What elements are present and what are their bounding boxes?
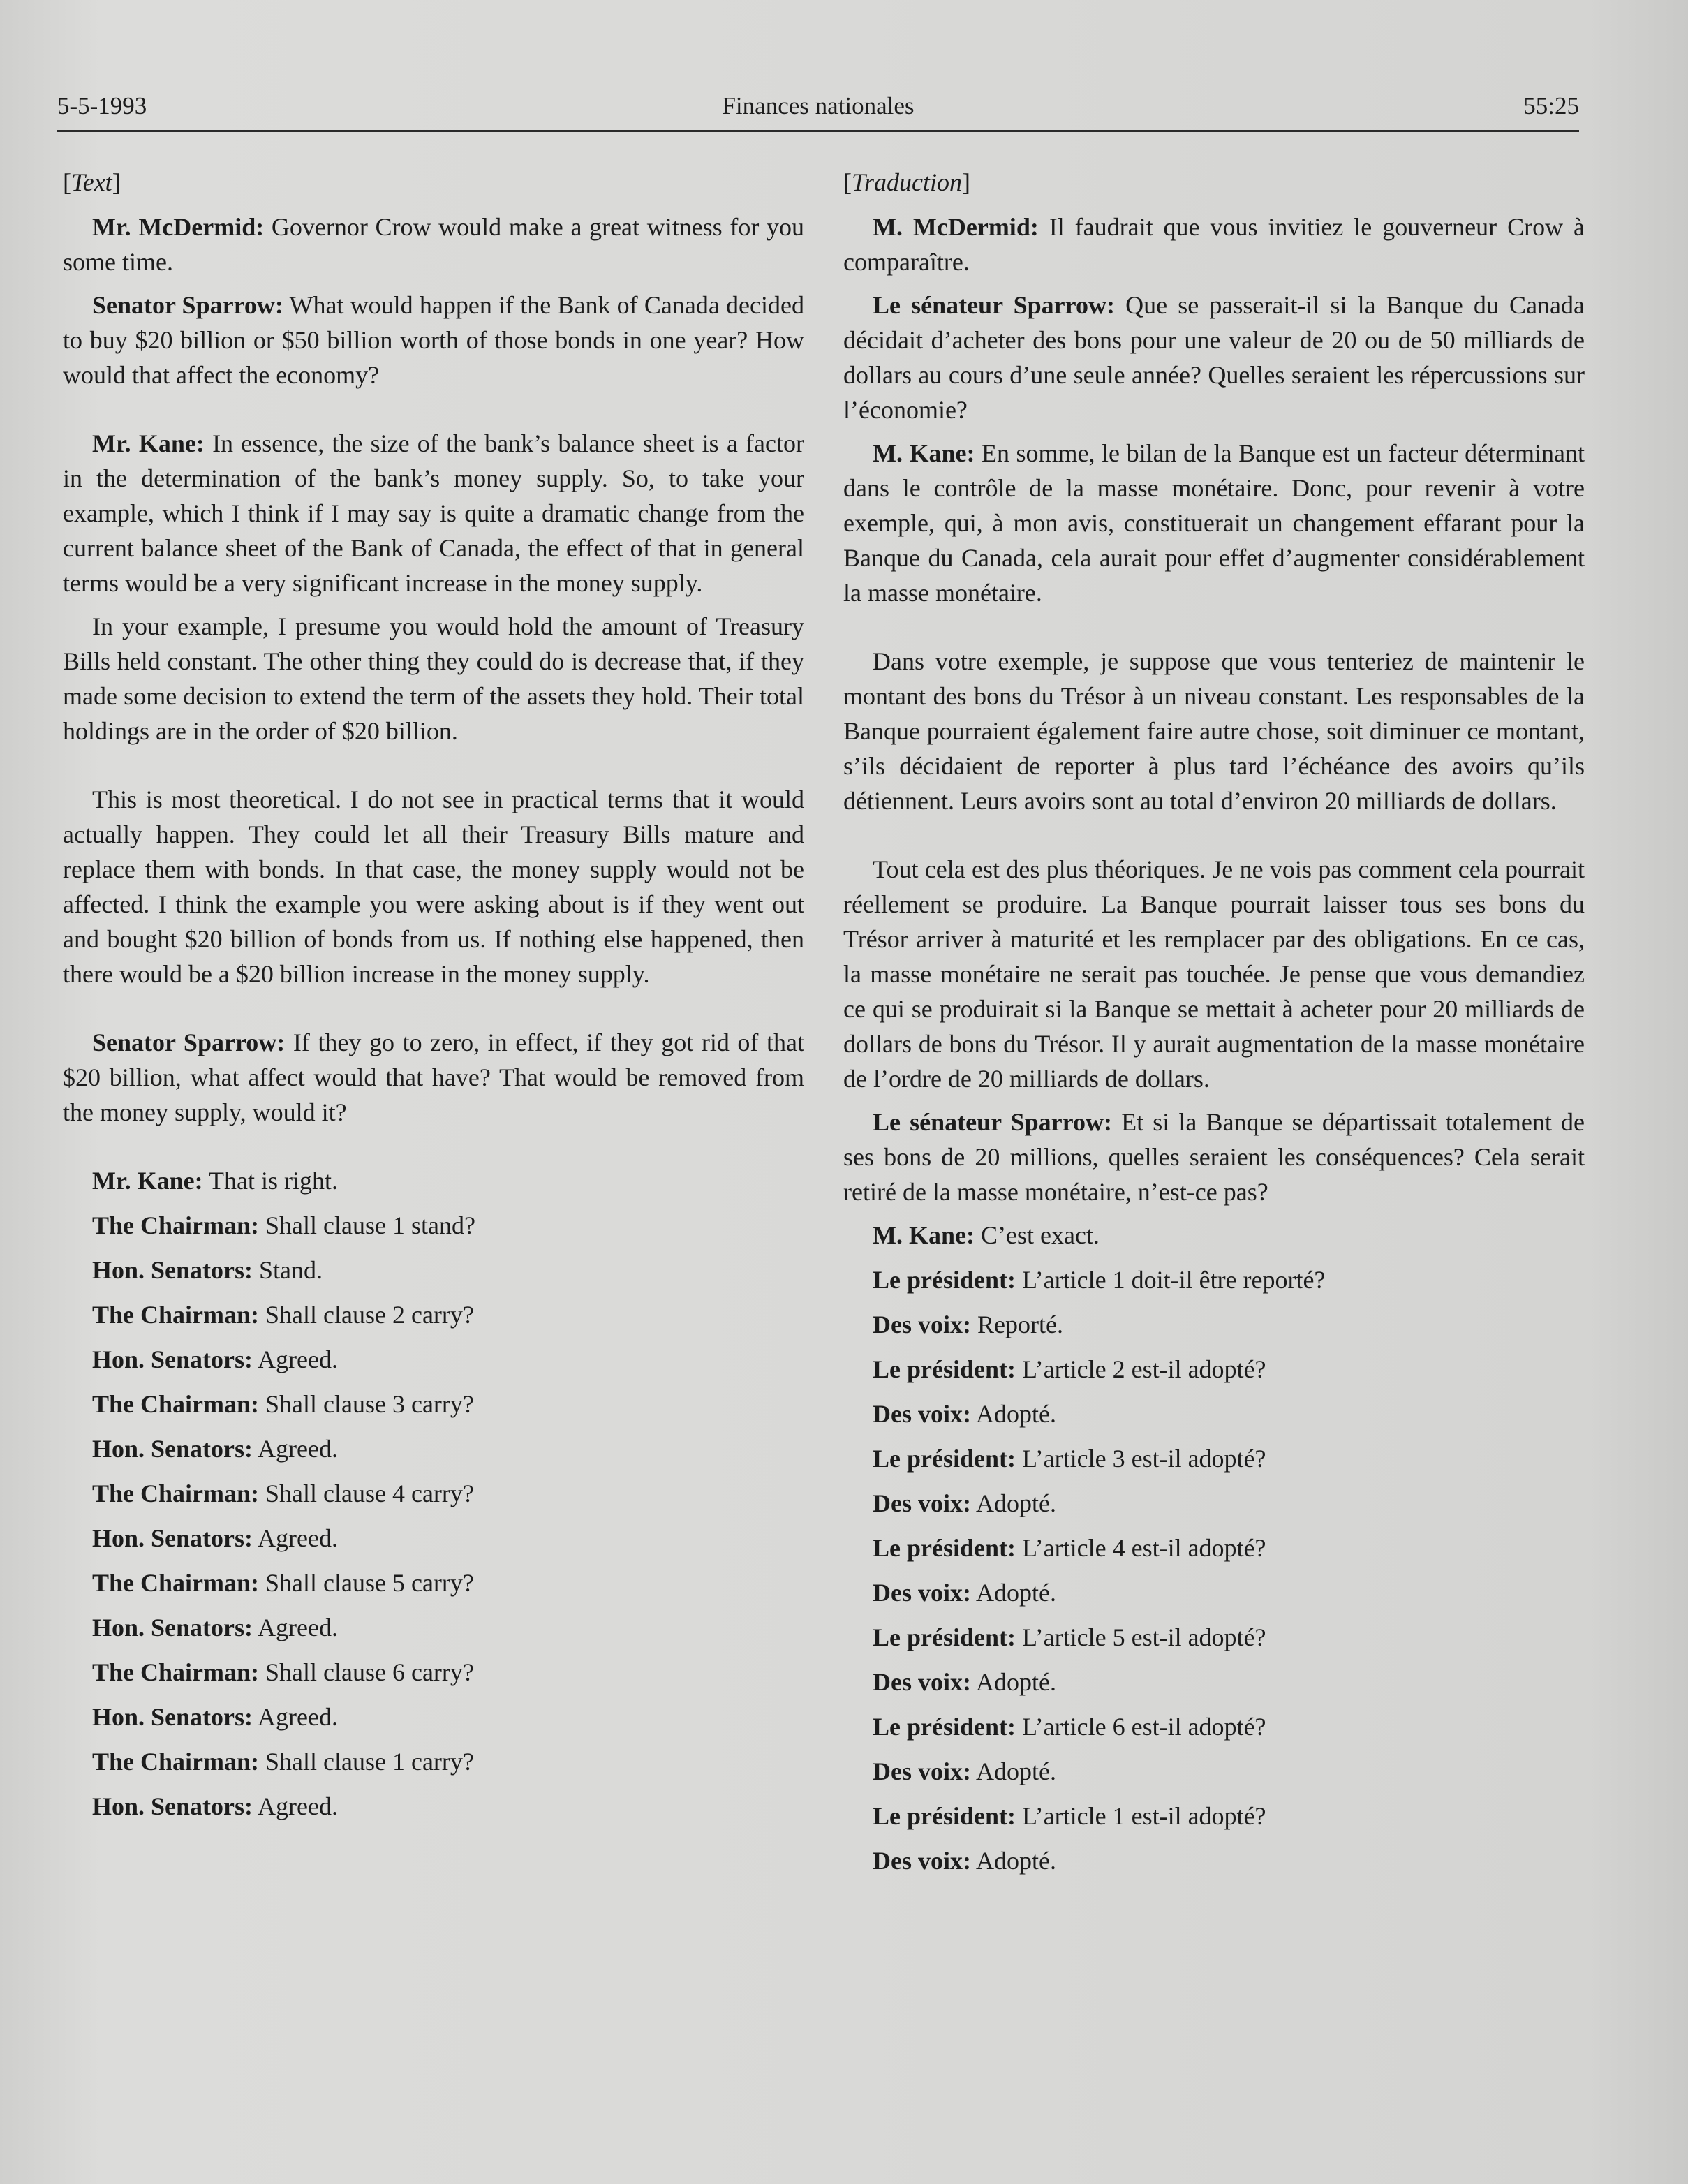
speaker-name: M. Kane: [873, 439, 975, 467]
transcript-paragraph [843, 1307, 1585, 1342]
speaker-name: Des voix: [873, 1400, 971, 1428]
speech-text: In your example, I presume you would hold the amount of Treasury Bills held constant. The other thing they could do is decrease that, if they made some decision to extend the term of the assets they hold. Their total holdings are in the order of $20 billion. [63, 612, 804, 745]
speech-text: Agreed. [253, 1614, 338, 1641]
english-column [63, 165, 804, 1833]
speech-text: Agreed. [253, 1703, 338, 1731]
transcript-paragraph [63, 1789, 804, 1824]
right-language-tag-text: Traduction [852, 168, 963, 196]
transcript-paragraph [843, 644, 1585, 818]
speaker-name: Le président: [873, 1355, 1016, 1383]
transcript-paragraph [63, 1744, 804, 1779]
transcript-paragraph [63, 1297, 804, 1332]
transcript-paragraph [843, 1575, 1585, 1610]
speech-text: L’article 1 doit-il être reporté? [1015, 1266, 1326, 1294]
speaker-name: Le président: [873, 1266, 1016, 1294]
speaker-name: Des voix: [873, 1757, 971, 1785]
speech-text: Adopté. [970, 1400, 1056, 1428]
speech-text: L’article 4 est-il adopté? [1015, 1534, 1266, 1562]
speaker-name: Des voix: [873, 1311, 971, 1338]
running-header [57, 87, 1579, 132]
transcript-paragraph [843, 1620, 1585, 1655]
speech-text: Agreed. [253, 1524, 338, 1552]
speech-text: Adopté. [970, 1668, 1056, 1696]
speech-text: L’article 5 est-il adopté? [1015, 1623, 1266, 1651]
transcript-paragraph [843, 1262, 1585, 1297]
speaker-name: Hon. Senators: [92, 1703, 253, 1731]
speaker-name: Le président: [873, 1713, 1016, 1741]
speech-text: L’article 1 est-il adopté? [1015, 1802, 1266, 1830]
speech-text: Dans votre exemple, je suppose que vous tenteriez de maintenir le montant des bons du Trésor à un niveau constant. Les responsables de la Banque pourraient également faire autre chose, soit diminuer ce montant, s’ils décidaient de reporter à plus tard l’échéance des avoirs qu’ils détiennent. Leurs avoirs sont au total d’environ 20 milliards de dollars. [843, 647, 1585, 815]
speech-text: In essence, the size of the bank’s balance sheet is a factor in the determination of the bank’s money supply. So, to take your example, which I think if I may say is quite a dramatic change from the current balance sheet of the Bank of Canada, the effect of that in general terms would be a very significant increase in the money supply. [63, 429, 804, 597]
speech-text: Reporté. [970, 1311, 1063, 1338]
header-title: Finances nationales [722, 92, 915, 119]
transcript-paragraph [63, 426, 804, 600]
header-page-number: 55:25 [1523, 92, 1579, 119]
speech-text: Que se passerait-il si la Banque du Canada décidait d’acheter des bons pour une valeur de 20 ou de 50 milliards de dollars au cours d’une seule année? Quelles seraient les répercussions sur l’économie? [843, 291, 1585, 424]
speaker-name: The Chairman: [92, 1748, 260, 1776]
speech-text: Shall clause 3 carry? [259, 1390, 474, 1418]
speaker-name: Le président: [873, 1534, 1016, 1562]
transcript-paragraph [63, 1476, 804, 1511]
speech-text: Adopté. [970, 1757, 1056, 1785]
transcript-paragraph [63, 1253, 804, 1287]
speech-text: Shall clause 1 stand? [259, 1211, 475, 1239]
speech-text: If they go to zero, in effect, if they got rid of that $20 billion, what affect would that have? That would be removed from the money supply, would it? [63, 1028, 804, 1126]
transcript-paragraph [63, 1387, 804, 1422]
speaker-name: Hon. Senators: [92, 1435, 253, 1463]
transcript-paragraph [63, 288, 804, 392]
french-column [843, 165, 1585, 1888]
transcript-paragraph [63, 1610, 804, 1645]
speaker-name: Le président: [873, 1623, 1016, 1651]
speech-text: Adopté. [970, 1489, 1056, 1517]
transcript-paragraph [63, 609, 804, 748]
transcript-paragraph [63, 209, 804, 279]
speech-text: Agreed. [253, 1792, 338, 1820]
transcript-paragraph [843, 1218, 1585, 1253]
transcript-paragraph [843, 1441, 1585, 1476]
transcript-paragraph [843, 1486, 1585, 1521]
speech-text: L’article 6 est-il adopté? [1015, 1713, 1266, 1741]
speech-text: Shall clause 2 carry? [259, 1301, 474, 1329]
speaker-name: The Chairman: [92, 1569, 260, 1597]
speaker-name: The Chairman: [92, 1480, 260, 1507]
speech-text: What would happen if the Bank of Canada decided to buy $20 billion or $50 billion worth of those bonds in one year? How would that affect the economy? [63, 291, 804, 389]
transcript-paragraph [843, 1396, 1585, 1431]
speaker-name: M. Kane: [873, 1221, 975, 1249]
speech-text: Shall clause 1 carry? [259, 1748, 474, 1776]
speech-text: Il faudrait que vous invitiez le gouverneur Crow à comparaître. [843, 213, 1585, 276]
transcript-paragraph [843, 288, 1585, 427]
speaker-name: Des voix: [873, 1668, 971, 1696]
speaker-name: Hon. Senators: [92, 1792, 253, 1820]
speaker-name: Hon. Senators: [92, 1614, 253, 1641]
speaker-name: Hon. Senators: [92, 1256, 253, 1284]
transcript-paragraph [63, 1521, 804, 1556]
left-language-tag: [Text] [63, 168, 121, 196]
speaker-name: Le président: [873, 1445, 1016, 1473]
speech-text: L’article 3 est-il adopté? [1015, 1445, 1266, 1473]
transcript-paragraph [63, 1025, 804, 1130]
transcript-paragraph [843, 1352, 1585, 1387]
speech-text: Adopté. [970, 1579, 1056, 1607]
transcript-paragraph [843, 1530, 1585, 1565]
speaker-name: Le sénateur Sparrow: [873, 1108, 1112, 1136]
transcript-paragraph [63, 782, 804, 991]
speech-text: Shall clause 5 carry? [259, 1569, 474, 1597]
speech-text: Tout cela est des plus théoriques. Je ne vois pas comment cela pourrait réellement se produire. La Banque pourrait laisser tous ses bons du Trésor arriver à maturité et les remplacer par des obligations. En ce cas, la masse monétaire ne serait pas touchée. Je pense que vous demandiez ce qui se produirait si la Banque se mettait à acheter pour 20 milliards de dollars de bons du Trésor. Il y aurait augmentation de la masse monétaire de l’ordre de 20 milliards de dollars. [843, 855, 1585, 1093]
speaker-name: Des voix: [873, 1847, 971, 1875]
speech-text: En somme, le bilan de la Banque est un facteur déterminant dans le contrôle de la masse monétaire. Donc, pour revenir à votre exemple, qui, à mon avis, constituerait un changement effarant pour la Banque du Canada, cela aurait pour effet d’augmenter considérablement la masse monétaire. [843, 439, 1585, 607]
transcript-paragraph [843, 436, 1585, 610]
header-date: 5-5-1993 [57, 92, 147, 119]
speaker-name: Le sénateur Sparrow: [873, 291, 1115, 319]
speaker-name: The Chairman: [92, 1658, 260, 1686]
speaker-name: Le président: [873, 1802, 1016, 1830]
speaker-name: Hon. Senators: [92, 1524, 253, 1552]
speech-text: Agreed. [253, 1345, 338, 1373]
speaker-name: The Chairman: [92, 1390, 260, 1418]
speech-text: Shall clause 4 carry? [259, 1480, 474, 1507]
speaker-name: Mr. Kane: [92, 429, 205, 457]
left-language-tag-text: Text [71, 168, 112, 196]
speech-text: C’est exact. [974, 1221, 1100, 1249]
speaker-name: The Chairman: [92, 1211, 260, 1239]
speaker-name: Senator Sparrow: [92, 1028, 286, 1056]
speaker-name: The Chairman: [92, 1301, 260, 1329]
transcript-paragraph [63, 1565, 804, 1600]
speaker-name: Des voix: [873, 1489, 971, 1517]
transcript-paragraph [843, 1709, 1585, 1744]
transcript-paragraph [843, 1799, 1585, 1833]
speech-text: Adopté. [970, 1847, 1056, 1875]
transcript-paragraph [63, 1655, 804, 1690]
transcript-paragraph [843, 1105, 1585, 1209]
speaker-name: Mr. Kane: [92, 1167, 203, 1195]
speaker-name: Mr. McDermid: [92, 213, 265, 241]
transcript-paragraph [63, 1342, 804, 1377]
speech-text: L’article 2 est-il adopté? [1015, 1355, 1266, 1383]
right-language-tag: [Traduction] [843, 168, 971, 196]
speech-text: Et si la Banque se départissait totalement de ses bons de 20 millions, quelles seraient les conséquences? Cela serait retiré de la masse monétaire, n’est-ce pas? [843, 1108, 1585, 1206]
transcript-paragraph [843, 209, 1585, 279]
speech-text: Agreed. [253, 1435, 338, 1463]
transcript-paragraph [63, 1163, 804, 1198]
transcript-paragraph [843, 1754, 1585, 1789]
speech-text: Governor Crow would make a great witness for you some time. [63, 213, 804, 276]
speech-text: Shall clause 6 carry? [259, 1658, 474, 1686]
speaker-name: M. McDermid: [873, 213, 1039, 241]
transcript-paragraph [63, 1431, 804, 1466]
speech-text: Stand. [253, 1256, 323, 1284]
transcript-paragraph [843, 1665, 1585, 1699]
transcript-paragraph [843, 1843, 1585, 1878]
speaker-name: Hon. Senators: [92, 1345, 253, 1373]
speaker-name: Des voix: [873, 1579, 971, 1607]
transcript-paragraph [63, 1208, 804, 1243]
transcript-paragraph [63, 1699, 804, 1734]
speaker-name: Senator Sparrow: [92, 291, 283, 319]
transcript-paragraph [843, 852, 1585, 1096]
speech-text: This is most theoretical. I do not see in practical terms that it would actually happen. They could let all their Treasury Bills mature and replace them with bonds. In that case, the money supply would not be affected. I think the example you were asking about is if they went out and bought $20 billion of bonds from us. If nothing else happened, then there would be a $20 billion increase in the money supply. [63, 785, 804, 988]
speech-text: That is right. [202, 1167, 338, 1195]
